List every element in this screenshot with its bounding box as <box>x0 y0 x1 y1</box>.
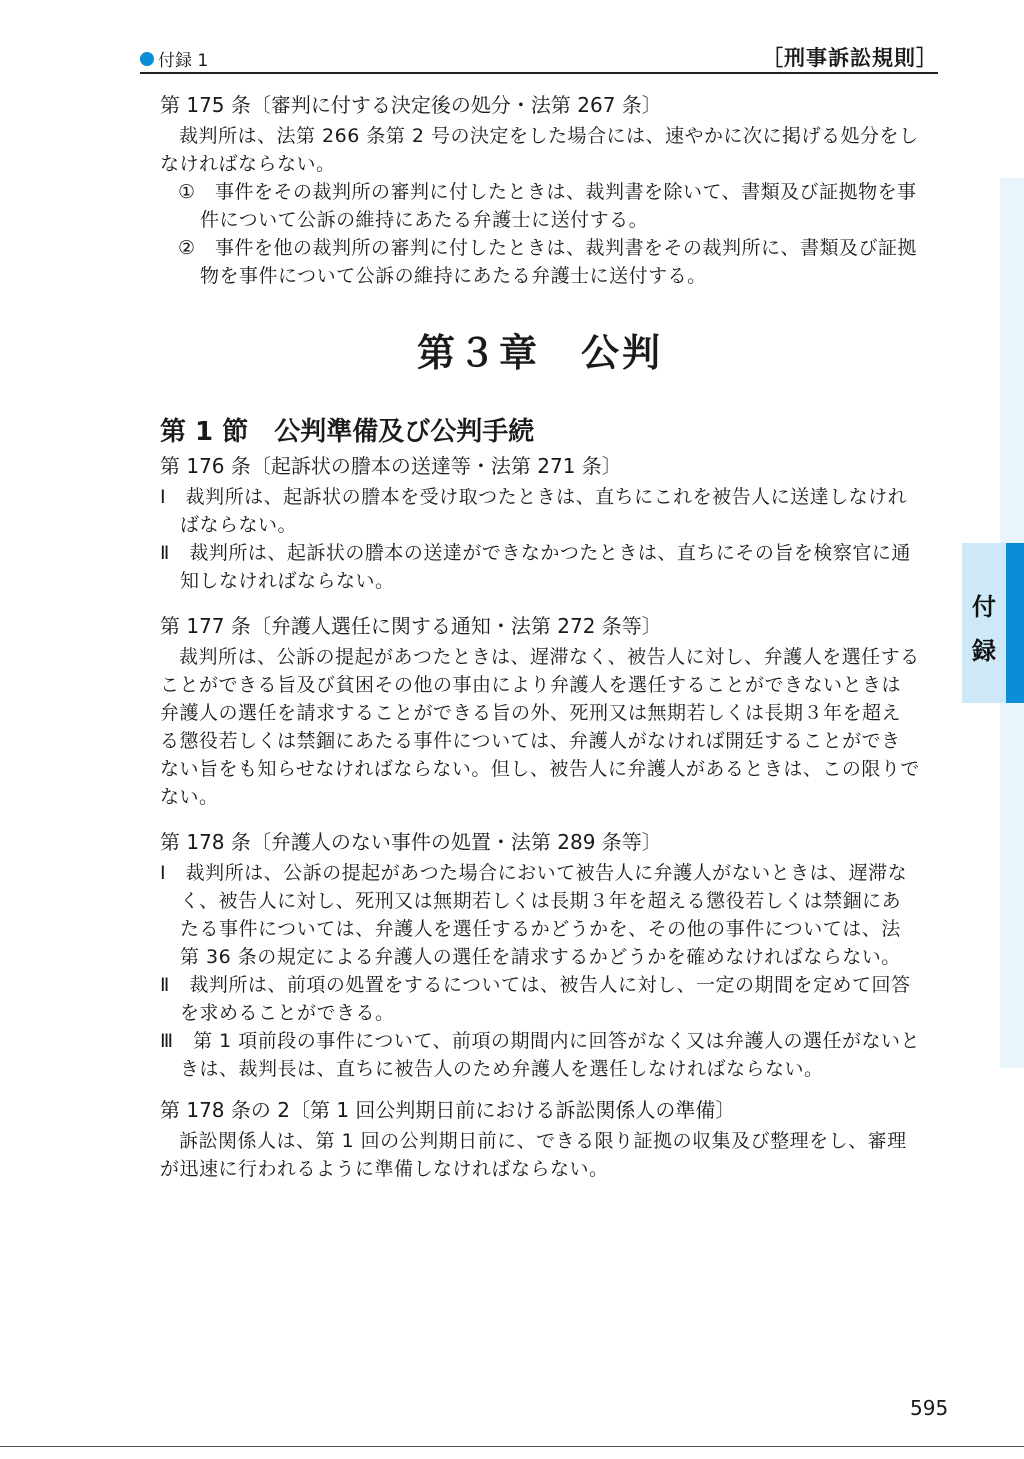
article-paragraph: Ⅱ 裁判所は、前項の処置をするについては、被告人に対し、一定の期間を定めて回答を求めることができる。 <box>160 974 911 1024</box>
article-heading: 第 178 条〔弁護人のない事件の処置・法第 289 条等〕 <box>160 830 662 854</box>
article-paragraph: Ⅱ 裁判所は、起訴状の謄本の送達ができなかつたときは、直ちにその旨を検察官に通知しなければならない。 <box>160 542 911 592</box>
article-177 <box>160 611 920 811</box>
side-tab-char-1: 付 <box>972 593 996 621</box>
article-heading: 第 176 条〔起訴状の謄本の送達等・法第 271 条〕 <box>160 454 622 478</box>
side-tab-accent <box>1006 543 1024 703</box>
article-heading: 第 178 条の 2〔第 1 回公判期日前における訴訟関係人の準備〕 <box>160 1098 736 1122</box>
article-paragraph: Ⅰ 裁判所は、起訴状の謄本を受け取つたときは、直ちにこれを被告人に送達しなければならない。 <box>160 486 908 536</box>
chapter-title: 第３章 公判 <box>416 331 663 375</box>
bullet-dot-icon <box>140 52 154 66</box>
section-title: 第 1 節 公判準備及び公判手続 <box>160 417 535 447</box>
header-rule <box>140 72 938 74</box>
article-heading: 第 177 条〔弁護人選任に関する通知・法第 272 条等〕 <box>160 614 662 638</box>
article-paragraph: Ⅲ 第 1 項前段の事件について、前項の期間内に回答がなく又は弁護人の選任がないときは、裁判長は、直ちに被告人のため弁護人を選任しなければならない。 <box>160 1030 921 1080</box>
article-item: ① 事件をその裁判所の審判に付したときは、裁判書を除いて、書類及び証拠物を事件について公訴の維持にあたる弁護士に送付する。 <box>178 181 917 231</box>
article-paragraph: 裁判所は、公訴の提起があつたときは、遅滞なく、被告人に対し、弁護人を選任することができる旨及び貧困その他の事由により弁護人を選任することができないときは弁護人の選任を請求することができる旨の外、死刑又は無期若しくは長期３年を超える懲役若しくは禁錮にあたる事件については、弁護人がなければ開廷することができない旨をも知らせなければならない。但し、被告人に弁護人があるときは、この限りでない。 <box>160 646 920 808</box>
article-paragraph: 訴訟関係人は、第 1 回の公判期日前に、できる限り証拠の収集及び整理をし、審理が迅速に行われるように準備しなければならない。 <box>160 1130 907 1180</box>
article-paragraph: 裁判所は、法第 266 条第 2 号の決定をした場合には、速やかに次に掲げる処分をしなければならない。 <box>160 125 919 175</box>
article-heading: 第 175 条〔審判に付する決定後の処分・法第 267 条〕 <box>160 93 662 117</box>
running-header-left <box>140 46 208 71</box>
appendix-label: 付録 1 <box>158 51 209 71</box>
page-number: 595 <box>910 1396 949 1420</box>
article-175 <box>160 90 920 290</box>
side-index-tab <box>962 543 1024 703</box>
running-header-title: ［刑事訴訟規則］ <box>762 46 938 70</box>
article-176 <box>160 451 920 595</box>
article-178-2 <box>160 1095 920 1183</box>
bottom-rule <box>0 1446 1024 1447</box>
page-content <box>160 90 920 1183</box>
article-item: ② 事件を他の裁判所の審判に付したときは、裁判書をその裁判所に、書類及び証拠物を事件について公訴の維持にあたる弁護士に送付する。 <box>178 237 918 287</box>
article-paragraph: Ⅰ 裁判所は、公訴の提起があつた場合において被告人に弁護人がないときは、遅滞なく、被告人に対し、死刑又は無期若しくは長期３年を超える懲役若しくは禁錮にあたる事件については、弁護人を選任するかどうかを、その他の事件については、法第 36 条の規定による弁護人の選任を請求するかどうかを確めなければならない。 <box>160 862 908 968</box>
article-178 <box>160 827 920 1083</box>
side-tab-char-2: 録 <box>972 637 996 665</box>
